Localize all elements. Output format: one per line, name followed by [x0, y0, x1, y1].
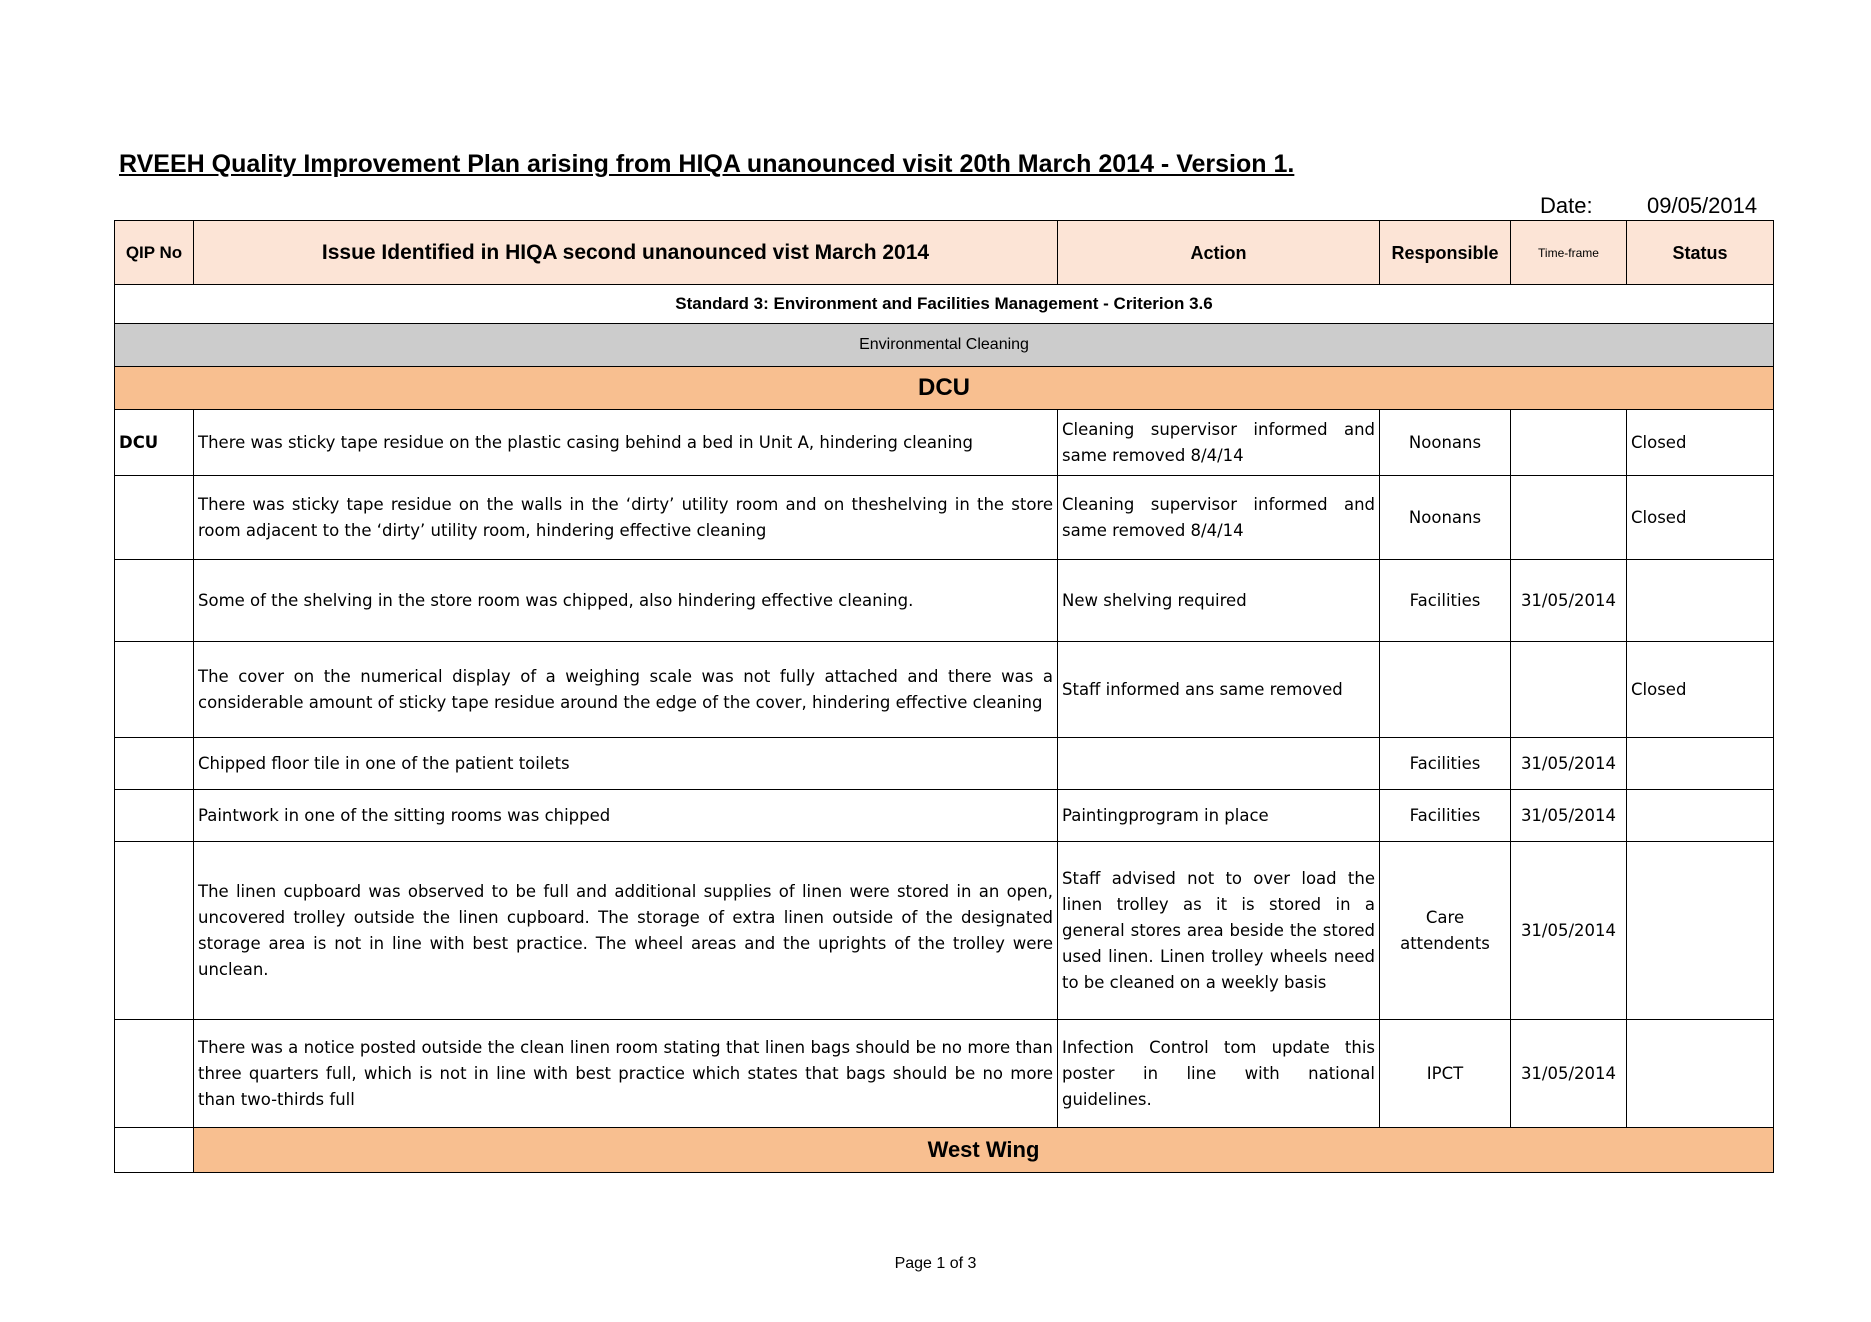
column-header-timeframe: Time-frame — [1511, 221, 1627, 285]
qip-no-cell — [115, 476, 194, 560]
column-header-status: Status — [1627, 221, 1774, 285]
action-cell: Cleaning supervisor informed and same removed 8/4/14 — [1058, 476, 1380, 560]
section-row-dcu — [115, 367, 1774, 410]
table-row — [115, 842, 1774, 1020]
table-row — [115, 1020, 1774, 1128]
section-heading-dcu: DCU — [115, 367, 1774, 410]
responsible-cell: Facilities — [1380, 560, 1511, 642]
timeframe-cell: 31/05/2014 — [1511, 560, 1627, 642]
qip-no-cell — [115, 790, 194, 842]
column-header-issue: Issue Identified in HIQA second unanounced vist March 2014 — [194, 221, 1058, 285]
responsible-cell: Facilities — [1380, 790, 1511, 842]
subsection-heading: Environmental Cleaning — [115, 324, 1774, 367]
action-cell: Infection Control tom update this poster in line with national guidelines. — [1058, 1020, 1380, 1128]
status-cell — [1627, 842, 1774, 1020]
table-row — [115, 476, 1774, 560]
subsection-row — [115, 324, 1774, 367]
issue-cell: The cover on the numerical display of a weighing scale was not fully attached and there was a considerable amount of sticky tape residue around the edge of the cover, hindering effective cleaning — [194, 642, 1058, 738]
status-cell — [1627, 1020, 1774, 1128]
responsible-cell: IPCT — [1380, 1020, 1511, 1128]
timeframe-cell — [1511, 476, 1627, 560]
action-cell: Staff informed ans same removed — [1058, 642, 1380, 738]
standard-row — [115, 285, 1774, 324]
timeframe-cell: 31/05/2014 — [1511, 1020, 1627, 1128]
status-cell: Closed — [1627, 642, 1774, 738]
responsible-cell: Care attendents — [1380, 842, 1511, 1020]
timeframe-cell — [1511, 410, 1627, 476]
timeframe-cell: 31/05/2014 — [1511, 790, 1627, 842]
table-row — [115, 560, 1774, 642]
status-cell — [1627, 790, 1774, 842]
status-cell — [1627, 560, 1774, 642]
section-heading-west-wing: West Wing — [194, 1128, 1774, 1173]
table-row — [115, 790, 1774, 842]
action-cell — [1058, 738, 1380, 790]
issue-cell: Chipped floor tile in one of the patient toilets — [194, 738, 1058, 790]
qip-no-cell — [115, 1020, 194, 1128]
issue-cell: There was sticky tape residue on the plastic casing behind a bed in Unit A, hindering cleaning — [194, 410, 1058, 476]
responsible-cell: Noonans — [1380, 410, 1511, 476]
table-row — [115, 642, 1774, 738]
responsible-cell: Noonans — [1380, 476, 1511, 560]
status-cell: Closed — [1627, 410, 1774, 476]
qip-table — [114, 220, 1774, 1173]
responsible-cell — [1380, 642, 1511, 738]
timeframe-cell — [1511, 642, 1627, 738]
date-value: 09/05/2014 — [1647, 193, 1758, 218]
qip-no-cell — [115, 842, 194, 1020]
timeframe-cell: 31/05/2014 — [1511, 738, 1627, 790]
issue-cell: Paintwork in one of the sitting rooms was chipped — [194, 790, 1058, 842]
action-cell: Staff advised not to over load the linen trolley as it is stored in a general stores area beside the stored used linen. Linen trolley wheels need to be cleaned on a weekly basis — [1058, 842, 1380, 1020]
qip-no-cell: DCU — [115, 410, 194, 476]
issue-cell: Some of the shelving in the store room was chipped, also hindering effective cleaning. — [194, 560, 1058, 642]
qip-no-cell — [115, 560, 194, 642]
issue-cell: The linen cupboard was observed to be full and additional supplies of linen were stored in an open, uncovered trolley outside the linen cupboard. The storage of extra linen outside of the designated storage area is not in line with best practice. The wheel areas and the uprights of the trolley were unclean. — [194, 842, 1058, 1020]
status-cell: Closed — [1627, 476, 1774, 560]
qip-no-cell — [115, 738, 194, 790]
document-title: RVEEH Quality Improvement Plan arising from HIQA unanounced visit 20th March 2014 - Version 1. — [119, 150, 1295, 178]
qip-no-cell — [115, 642, 194, 738]
issue-cell: There was sticky tape residue on the walls in the ‘dirty’ utility room and on theshelving in the store room adjacent to the ‘dirty’ utility room, hindering effective cleaning — [194, 476, 1058, 560]
action-cell: New shelving required — [1058, 560, 1380, 642]
qip-no-cell — [115, 1128, 194, 1173]
table-row — [115, 738, 1774, 790]
section-row-west-wing — [115, 1128, 1774, 1173]
timeframe-cell: 31/05/2014 — [1511, 842, 1627, 1020]
standard-heading: Standard 3: Environment and Facilities Management - Criterion 3.6 — [115, 285, 1774, 324]
table-header-row — [115, 221, 1774, 285]
page-number: Page 1 of 3 — [894, 1255, 977, 1272]
action-cell: Paintingprogram in place — [1058, 790, 1380, 842]
column-header-action: Action — [1058, 221, 1380, 285]
column-header-qip-no: QIP No — [115, 221, 194, 285]
responsible-cell: Facilities — [1380, 738, 1511, 790]
action-cell: Cleaning supervisor informed and same removed 8/4/14 — [1058, 410, 1380, 476]
status-cell — [1627, 738, 1774, 790]
table-row — [115, 410, 1774, 476]
issue-cell: There was a notice posted outside the clean linen room stating that linen bags should be no more than three quarters full, which is not in line with best practice which states that bags should be no more than two-thirds full — [194, 1020, 1058, 1128]
date-label: Date: — [1540, 193, 1593, 218]
column-header-responsible: Responsible — [1380, 221, 1511, 285]
